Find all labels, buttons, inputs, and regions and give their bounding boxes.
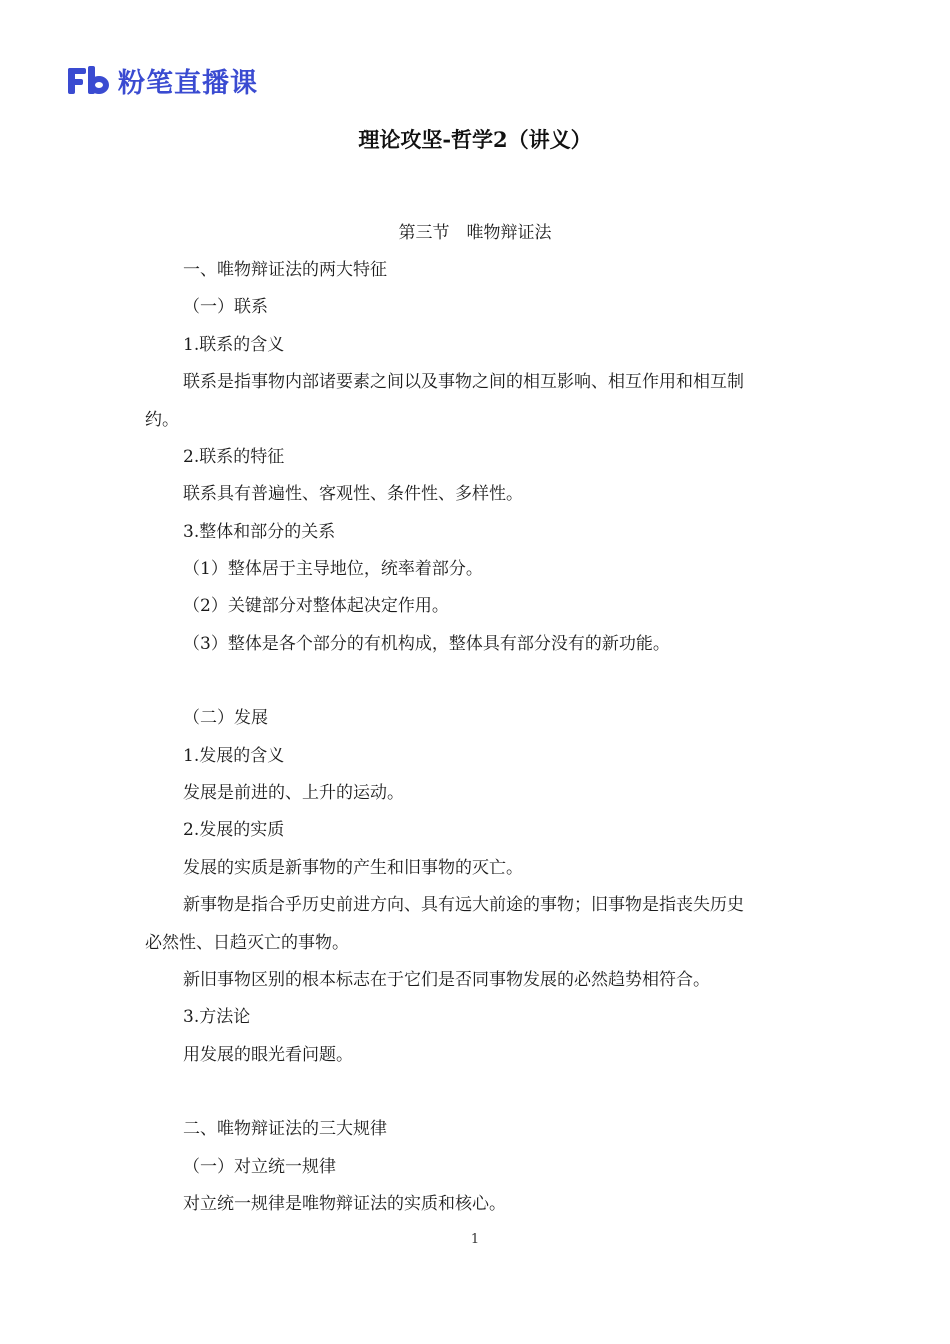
text-line: 1.联系的含义 [183,335,285,355]
text-line: 发展的实质是新事物的产生和旧事物的灭亡。 [183,858,523,878]
document-title: 理论攻坚-哲学2（讲义） [358,127,592,152]
text-line: 约。 [145,410,179,430]
text-line: 用发展的眼光看问题。 [183,1045,353,1065]
brand-name: 粉笔直播课 [118,67,258,99]
text-line: 发展是前进的、上升的运动。 [183,783,404,803]
text-line: （3）整体是各个部分的有机构成，整体具有部分没有的新功能。 [183,634,670,654]
section-heading: 第三节 唯物辩证法 [398,223,552,243]
brand-logo [66,60,258,100]
text-line: 联系具有普遍性、客观性、条件性、多样性。 [183,484,523,504]
text-line: 新事物是指合乎历史前进方向、具有远大前途的事物；旧事物是指丧失历史 [183,895,744,915]
text-line: 2.发展的实质 [183,820,285,840]
text-line: （一）对立统一规律 [183,1157,336,1177]
text-line: 3.整体和部分的关系 [183,522,336,542]
page-number: 1 [470,1232,480,1247]
text-line: 联系是指事物内部诸要素之间以及事物之间的相互影响、相互作用和相互制 [183,372,744,392]
text-line: 1.发展的含义 [183,746,285,766]
text-line: （一）联系 [183,297,268,317]
text-line: 2.联系的特征 [183,447,285,467]
text-line: 3.方法论 [183,1007,251,1027]
fb-logo-icon [66,65,112,95]
text-line: （1）整体居于主导地位，统率着部分。 [183,559,483,579]
text-line: （2）关键部分对整体起决定作用。 [183,596,449,616]
text-line: 必然性、日趋灭亡的事物。 [145,933,349,953]
text-line: 二、唯物辩证法的三大规律 [183,1119,387,1139]
text-line: （二）发展 [183,708,268,728]
text-line: 对立统一规律是唯物辩证法的实质和核心。 [183,1194,506,1214]
text-line: 新旧事物区别的根本标志在于它们是否同事物发展的必然趋势相符合。 [183,970,710,990]
text-line: 一、唯物辩证法的两大特征 [183,260,387,280]
